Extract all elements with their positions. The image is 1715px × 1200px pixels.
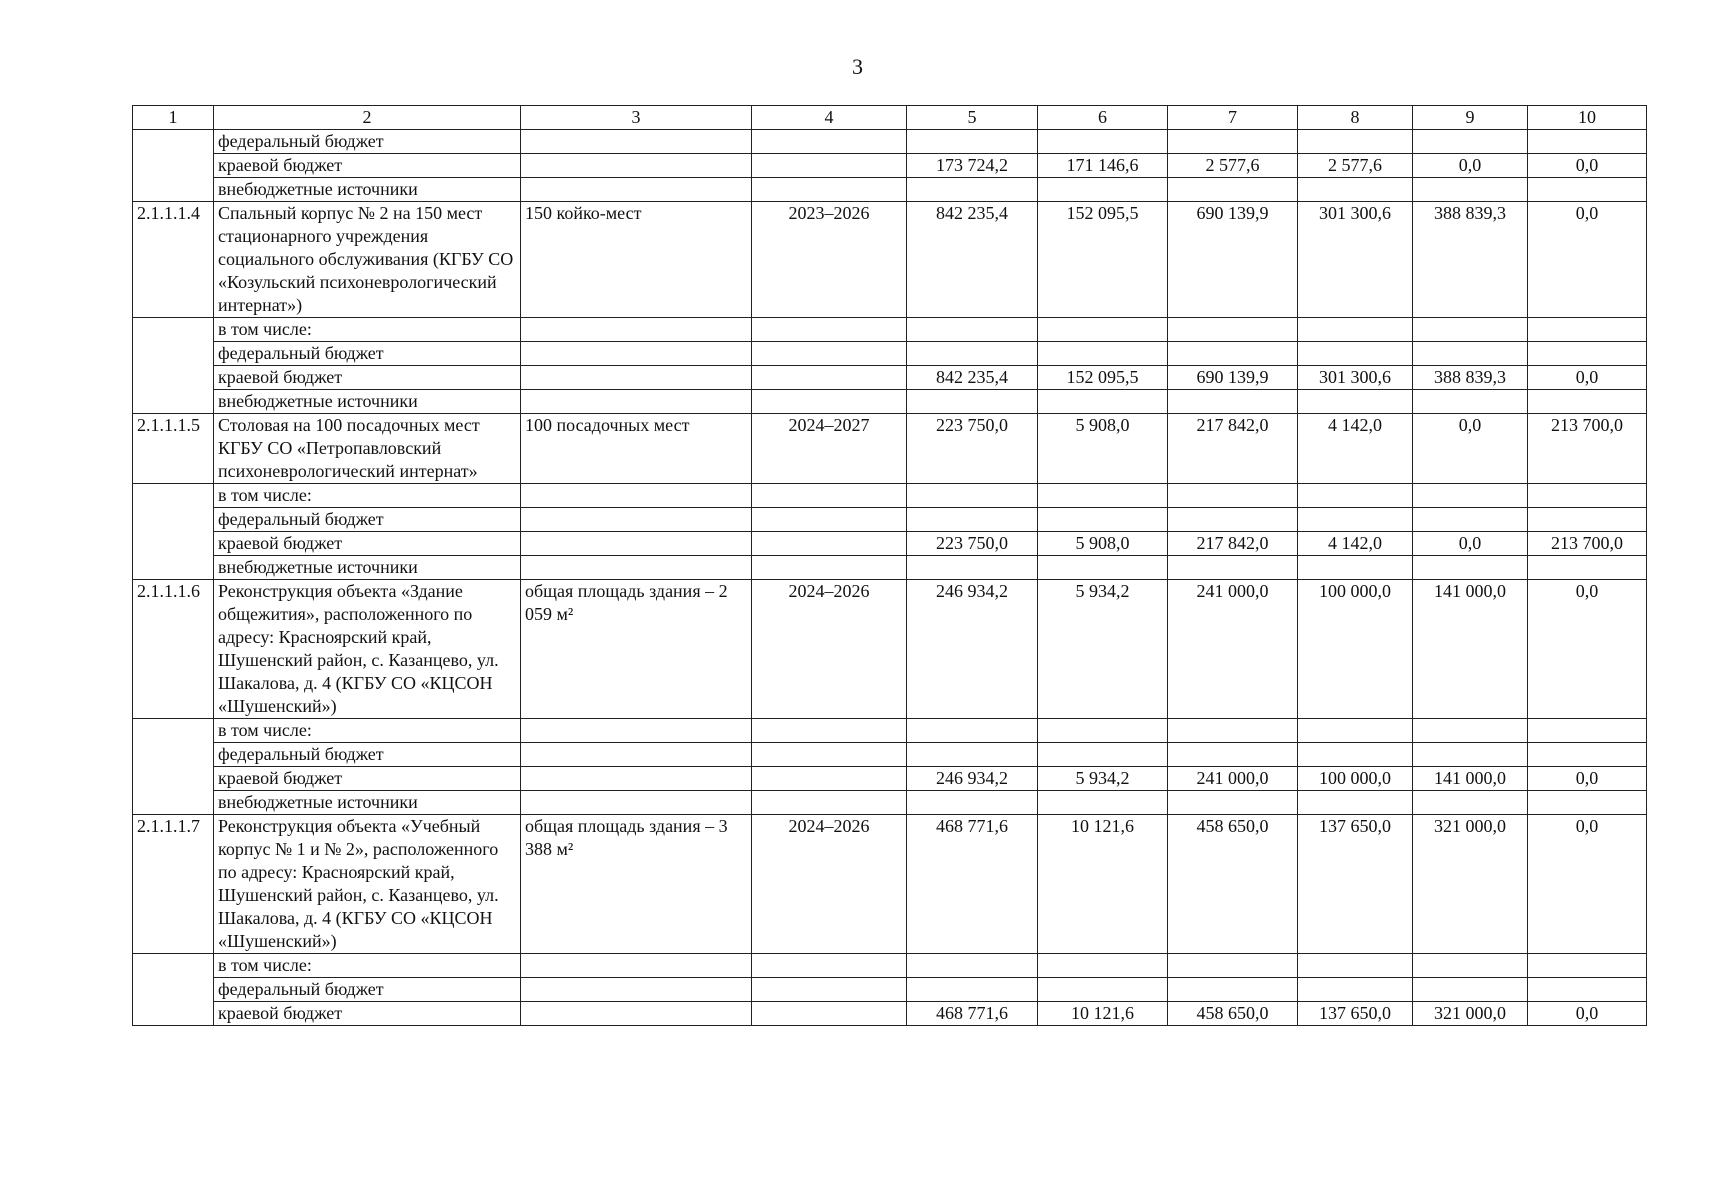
row-label: внебюджетные источники bbox=[214, 556, 521, 580]
row-amount: 2 577,6 bbox=[1298, 154, 1413, 178]
row-amount: 0,0 bbox=[1528, 767, 1647, 791]
column-number-row bbox=[133, 106, 1647, 130]
row-label: в том числе: bbox=[214, 954, 521, 978]
row-amount: 842 235,4 bbox=[907, 202, 1038, 318]
row-amount bbox=[1168, 556, 1298, 580]
row-amount bbox=[1413, 508, 1528, 532]
row-capacity bbox=[521, 791, 752, 815]
row-amount: 0,0 bbox=[1528, 202, 1647, 318]
row-amount bbox=[1298, 743, 1413, 767]
column-number: 3 bbox=[521, 106, 752, 130]
row-amount bbox=[1298, 508, 1413, 532]
row-capacity bbox=[521, 978, 752, 1002]
row-amount: 241 000,0 bbox=[1168, 580, 1298, 719]
table-row-subitem bbox=[133, 954, 1647, 978]
row-capacity bbox=[521, 154, 752, 178]
row-period bbox=[752, 130, 907, 154]
row-amount: 0,0 bbox=[1413, 414, 1528, 484]
row-capacity bbox=[521, 390, 752, 414]
table-row-subitem bbox=[133, 508, 1647, 532]
row-period bbox=[752, 532, 907, 556]
column-number: 2 bbox=[214, 106, 521, 130]
row-amount bbox=[1038, 954, 1168, 978]
row-amount: 141 000,0 bbox=[1413, 767, 1528, 791]
row-amount: 4 142,0 bbox=[1298, 532, 1413, 556]
row-amount bbox=[907, 954, 1038, 978]
row-code bbox=[133, 318, 214, 414]
row-amount: 246 934,2 bbox=[907, 767, 1038, 791]
row-amount bbox=[1168, 130, 1298, 154]
row-amount bbox=[1528, 318, 1647, 342]
table-row-subitem bbox=[133, 556, 1647, 580]
row-amount bbox=[1528, 978, 1647, 1002]
row-amount: 173 724,2 bbox=[907, 154, 1038, 178]
row-amount bbox=[1528, 484, 1647, 508]
table-row-item bbox=[133, 815, 1647, 954]
row-period bbox=[752, 719, 907, 743]
row-amount bbox=[1038, 318, 1168, 342]
row-amount bbox=[1413, 954, 1528, 978]
table-row-subitem bbox=[133, 484, 1647, 508]
row-label: в том числе: bbox=[214, 318, 521, 342]
row-amount bbox=[1413, 390, 1528, 414]
row-amount bbox=[1413, 342, 1528, 366]
column-number: 7 bbox=[1168, 106, 1298, 130]
row-label: краевой бюджет bbox=[214, 1002, 521, 1026]
row-amount: 10 121,6 bbox=[1038, 815, 1168, 954]
row-amount: 0,0 bbox=[1528, 580, 1647, 719]
row-amount: 152 095,5 bbox=[1038, 366, 1168, 390]
row-amount bbox=[1168, 791, 1298, 815]
row-amount bbox=[1038, 556, 1168, 580]
row-label: Спальный корпус № 2 на 150 мест стационарного учреждения социального обслуживания (КГБУ СО «Козульский психоневрологический интернат») bbox=[214, 202, 521, 318]
row-label: краевой бюджет bbox=[214, 154, 521, 178]
row-amount: 301 300,6 bbox=[1298, 366, 1413, 390]
row-period: 2023–2026 bbox=[752, 202, 907, 318]
row-capacity bbox=[521, 719, 752, 743]
row-period bbox=[752, 178, 907, 202]
row-capacity: 150 койко-мест bbox=[521, 202, 752, 318]
row-code: 2.1.1.1.7 bbox=[133, 815, 214, 954]
budget-table bbox=[132, 105, 1647, 1026]
table-row-subitem bbox=[133, 532, 1647, 556]
table-row-subitem bbox=[133, 791, 1647, 815]
row-amount: 0,0 bbox=[1528, 1002, 1647, 1026]
row-capacity: 100 посадочных мест bbox=[521, 414, 752, 484]
row-amount bbox=[1413, 178, 1528, 202]
row-amount: 223 750,0 bbox=[907, 414, 1038, 484]
row-amount: 0,0 bbox=[1413, 154, 1528, 178]
row-label: федеральный бюджет bbox=[214, 978, 521, 1002]
row-amount bbox=[1528, 342, 1647, 366]
row-amount bbox=[1168, 390, 1298, 414]
row-amount bbox=[1298, 954, 1413, 978]
row-period bbox=[752, 767, 907, 791]
row-amount bbox=[1413, 318, 1528, 342]
row-amount bbox=[1298, 390, 1413, 414]
budget-table-body bbox=[133, 106, 1647, 1026]
row-amount: 241 000,0 bbox=[1168, 767, 1298, 791]
row-amount bbox=[1168, 743, 1298, 767]
table-row-subitem bbox=[133, 743, 1647, 767]
row-amount bbox=[1168, 978, 1298, 1002]
row-amount bbox=[1038, 342, 1168, 366]
row-capacity bbox=[521, 178, 752, 202]
row-amount bbox=[1168, 954, 1298, 978]
row-amount bbox=[1168, 318, 1298, 342]
row-amount bbox=[907, 318, 1038, 342]
row-amount bbox=[1038, 508, 1168, 532]
table-row-subitem bbox=[133, 154, 1647, 178]
table-row-subitem bbox=[133, 178, 1647, 202]
row-period bbox=[752, 556, 907, 580]
row-amount bbox=[1038, 743, 1168, 767]
row-amount: 0,0 bbox=[1413, 532, 1528, 556]
row-amount: 141 000,0 bbox=[1413, 580, 1528, 719]
row-amount: 100 000,0 bbox=[1298, 767, 1413, 791]
row-amount bbox=[1528, 791, 1647, 815]
row-capacity bbox=[521, 767, 752, 791]
table-row-item bbox=[133, 580, 1647, 719]
row-period bbox=[752, 390, 907, 414]
row-amount bbox=[1038, 178, 1168, 202]
table-row-subitem bbox=[133, 390, 1647, 414]
row-capacity bbox=[521, 532, 752, 556]
row-amount: 152 095,5 bbox=[1038, 202, 1168, 318]
row-capacity bbox=[521, 556, 752, 580]
row-amount: 468 771,6 bbox=[907, 1002, 1038, 1026]
row-code bbox=[133, 954, 214, 1026]
row-amount bbox=[1413, 791, 1528, 815]
row-label: в том числе: bbox=[214, 484, 521, 508]
row-amount: 458 650,0 bbox=[1168, 1002, 1298, 1026]
row-amount bbox=[1168, 508, 1298, 532]
column-number: 9 bbox=[1413, 106, 1528, 130]
row-amount bbox=[1038, 484, 1168, 508]
row-amount bbox=[1413, 556, 1528, 580]
row-code: 2.1.1.1.5 bbox=[133, 414, 214, 484]
row-amount: 171 146,6 bbox=[1038, 154, 1168, 178]
column-number: 4 bbox=[752, 106, 907, 130]
row-capacity bbox=[521, 318, 752, 342]
row-amount bbox=[1298, 342, 1413, 366]
row-amount: 5 908,0 bbox=[1038, 532, 1168, 556]
row-capacity bbox=[521, 342, 752, 366]
row-amount: 246 934,2 bbox=[907, 580, 1038, 719]
row-amount bbox=[1528, 719, 1647, 743]
row-amount bbox=[1298, 318, 1413, 342]
row-period bbox=[752, 154, 907, 178]
row-amount bbox=[907, 743, 1038, 767]
row-amount bbox=[1298, 130, 1413, 154]
row-code bbox=[133, 719, 214, 815]
row-amount bbox=[1528, 954, 1647, 978]
row-amount bbox=[907, 130, 1038, 154]
row-period: 2024–2027 bbox=[752, 414, 907, 484]
column-number: 8 bbox=[1298, 106, 1413, 130]
table-row-subitem bbox=[133, 978, 1647, 1002]
row-amount bbox=[907, 719, 1038, 743]
row-amount bbox=[907, 390, 1038, 414]
table-row-subitem bbox=[133, 318, 1647, 342]
row-amount bbox=[1413, 978, 1528, 1002]
row-label: внебюджетные источники bbox=[214, 390, 521, 414]
row-amount bbox=[907, 978, 1038, 1002]
row-amount: 458 650,0 bbox=[1168, 815, 1298, 954]
row-label: Столовая на 100 посадочных мест КГБУ СО «Петропавловский психоневрологический интернат» bbox=[214, 414, 521, 484]
table-row-subitem bbox=[133, 1002, 1647, 1026]
row-amount: 223 750,0 bbox=[907, 532, 1038, 556]
row-capacity bbox=[521, 743, 752, 767]
row-amount: 690 139,9 bbox=[1168, 366, 1298, 390]
row-period: 2024–2026 bbox=[752, 815, 907, 954]
row-label: федеральный бюджет bbox=[214, 130, 521, 154]
row-amount bbox=[1298, 484, 1413, 508]
row-period bbox=[752, 978, 907, 1002]
row-amount: 842 235,4 bbox=[907, 366, 1038, 390]
column-number: 6 bbox=[1038, 106, 1168, 130]
row-amount: 301 300,6 bbox=[1298, 202, 1413, 318]
row-label: федеральный бюджет bbox=[214, 508, 521, 532]
row-period: 2024–2026 bbox=[752, 580, 907, 719]
row-capacity: общая площадь здания – 2 059 м² bbox=[521, 580, 752, 719]
row-capacity bbox=[521, 484, 752, 508]
row-amount bbox=[907, 556, 1038, 580]
table-row-subitem bbox=[133, 719, 1647, 743]
row-amount bbox=[907, 178, 1038, 202]
row-amount bbox=[1528, 556, 1647, 580]
row-amount: 2 577,6 bbox=[1168, 154, 1298, 178]
table-row-subitem bbox=[133, 366, 1647, 390]
row-amount bbox=[1298, 556, 1413, 580]
row-amount: 217 842,0 bbox=[1168, 414, 1298, 484]
row-amount: 388 839,3 bbox=[1413, 202, 1528, 318]
table-row-subitem bbox=[133, 767, 1647, 791]
row-amount: 213 700,0 bbox=[1528, 414, 1647, 484]
table-row-item bbox=[133, 414, 1647, 484]
row-amount: 321 000,0 bbox=[1413, 815, 1528, 954]
row-period bbox=[752, 484, 907, 508]
column-number: 5 bbox=[907, 106, 1038, 130]
row-period bbox=[752, 1002, 907, 1026]
row-amount: 321 000,0 bbox=[1413, 1002, 1528, 1026]
row-amount bbox=[1298, 178, 1413, 202]
row-capacity bbox=[521, 954, 752, 978]
row-amount bbox=[1038, 390, 1168, 414]
row-period bbox=[752, 366, 907, 390]
column-number: 1 bbox=[133, 106, 214, 130]
row-amount: 217 842,0 bbox=[1168, 532, 1298, 556]
row-period bbox=[752, 342, 907, 366]
row-period bbox=[752, 791, 907, 815]
row-amount bbox=[1168, 484, 1298, 508]
row-amount bbox=[1528, 390, 1647, 414]
row-label: внебюджетные источники bbox=[214, 791, 521, 815]
row-label: федеральный бюджет bbox=[214, 743, 521, 767]
table-row-item bbox=[133, 202, 1647, 318]
row-label: Реконструкция объекта «Учебный корпус № 1 и № 2», расположенного по адресу: Красноярский край, Шушенский район, с. Казанцево, ул. Шакалова, д. 4 (КГБУ СО «КЦСОН «Шушенский») bbox=[214, 815, 521, 954]
row-amount: 4 142,0 bbox=[1298, 414, 1413, 484]
row-amount: 0,0 bbox=[1528, 366, 1647, 390]
row-amount bbox=[1168, 178, 1298, 202]
row-amount: 213 700,0 bbox=[1528, 532, 1647, 556]
row-amount: 5 934,2 bbox=[1038, 767, 1168, 791]
row-code: 2.1.1.1.6 bbox=[133, 580, 214, 719]
row-amount bbox=[1038, 719, 1168, 743]
row-period bbox=[752, 954, 907, 978]
row-period bbox=[752, 318, 907, 342]
row-period bbox=[752, 743, 907, 767]
row-code: 2.1.1.1.4 bbox=[133, 202, 214, 318]
column-number: 10 bbox=[1528, 106, 1647, 130]
row-amount: 690 139,9 bbox=[1168, 202, 1298, 318]
row-amount bbox=[1413, 484, 1528, 508]
row-amount bbox=[1528, 508, 1647, 532]
row-code bbox=[133, 484, 214, 580]
row-amount: 388 839,3 bbox=[1413, 366, 1528, 390]
row-capacity bbox=[521, 1002, 752, 1026]
row-label: краевой бюджет bbox=[214, 767, 521, 791]
row-amount: 0,0 bbox=[1528, 815, 1647, 954]
row-amount: 10 121,6 bbox=[1038, 1002, 1168, 1026]
table-row-subitem bbox=[133, 130, 1647, 154]
row-label: краевой бюджет bbox=[214, 532, 521, 556]
row-amount bbox=[1298, 978, 1413, 1002]
row-amount bbox=[907, 791, 1038, 815]
row-amount bbox=[1038, 791, 1168, 815]
row-amount bbox=[1528, 130, 1647, 154]
row-amount bbox=[1038, 130, 1168, 154]
row-label: краевой бюджет bbox=[214, 366, 521, 390]
row-capacity bbox=[521, 508, 752, 532]
row-amount bbox=[1528, 743, 1647, 767]
row-capacity: общая площадь здания – 3 388 м² bbox=[521, 815, 752, 954]
row-amount: 5 934,2 bbox=[1038, 580, 1168, 719]
row-amount bbox=[907, 484, 1038, 508]
row-amount: 137 650,0 bbox=[1298, 1002, 1413, 1026]
row-label: федеральный бюджет bbox=[214, 342, 521, 366]
table-row-subitem bbox=[133, 342, 1647, 366]
row-period bbox=[752, 508, 907, 532]
row-amount: 100 000,0 bbox=[1298, 580, 1413, 719]
row-amount bbox=[1038, 978, 1168, 1002]
row-amount bbox=[1168, 342, 1298, 366]
row-amount: 137 650,0 bbox=[1298, 815, 1413, 954]
row-amount: 0,0 bbox=[1528, 154, 1647, 178]
row-amount bbox=[1528, 178, 1647, 202]
row-amount bbox=[1413, 719, 1528, 743]
row-amount bbox=[907, 508, 1038, 532]
row-label: в том числе: bbox=[214, 719, 521, 743]
row-amount bbox=[1413, 743, 1528, 767]
row-label: внебюджетные источники bbox=[214, 178, 521, 202]
row-amount bbox=[907, 342, 1038, 366]
row-amount bbox=[1298, 719, 1413, 743]
row-amount: 468 771,6 bbox=[907, 815, 1038, 954]
page-number: 3 bbox=[852, 54, 863, 79]
row-amount bbox=[1298, 791, 1413, 815]
row-amount bbox=[1168, 719, 1298, 743]
row-label: Реконструкция объекта «Здание общежития», расположенного по адресу: Красноярский край, Шушенский район, с. Казанцево, ул. Шакалова, д. 4 (КГБУ СО «КЦСОН «Шушенский») bbox=[214, 580, 521, 719]
row-amount bbox=[1413, 130, 1528, 154]
row-code bbox=[133, 130, 214, 202]
row-amount: 5 908,0 bbox=[1038, 414, 1168, 484]
row-capacity bbox=[521, 366, 752, 390]
row-capacity bbox=[521, 130, 752, 154]
